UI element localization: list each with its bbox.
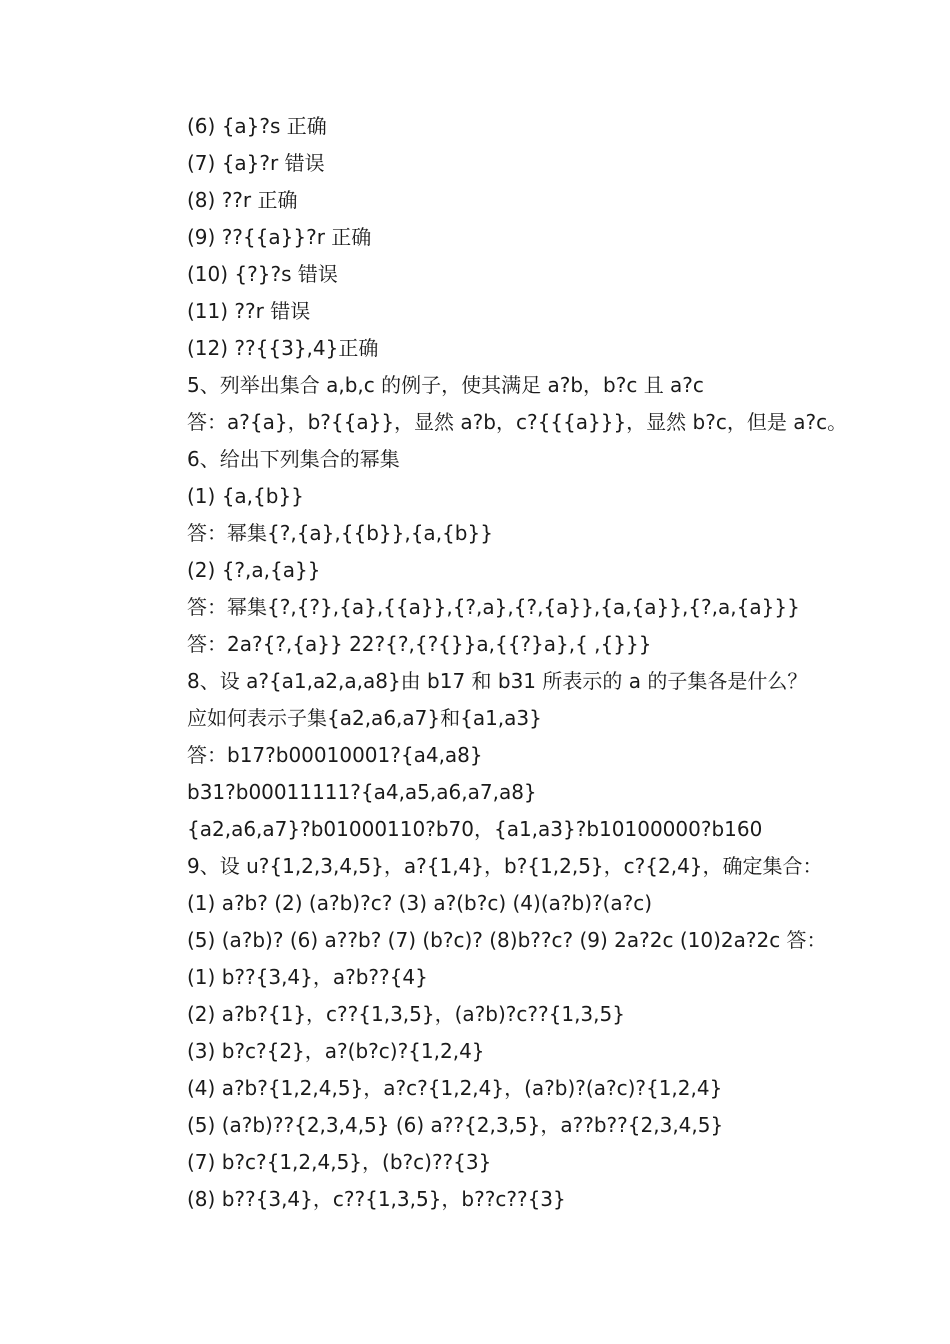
text-line: (6) {a}?s 正确 — [187, 114, 327, 138]
text-line: (7) {a}?r 错误 — [187, 151, 325, 175]
text-line: (7) b?c?{1,2,4,5}，(b?c)??{3} — [187, 1150, 492, 1174]
text-line: 答：b17?b00010001?{a4,a8} — [187, 743, 483, 767]
text-line: (9) ??{{a}}?r 正确 — [187, 225, 372, 249]
text-line: 答：幂集{?,{a},{{b}},{a,{b}} — [187, 521, 493, 545]
document-body — [187, 108, 887, 1218]
text-line: 6、给出下列集合的幂集 — [187, 447, 400, 471]
text-line: (11) ??r 错误 — [187, 299, 311, 323]
text-line: (2) {?,a,{a}} — [187, 558, 321, 582]
text-line: 答：a?{a}，b?{{a}}，显然 a?b，c?{{{a}}}，显然 b?c，但是 a?c。 — [187, 410, 848, 434]
text-line: (1) {a,{b}} — [187, 484, 304, 508]
text-line: 8、设 a?{a1,a2,a,a8}由 b17 和 b31 所表示的 a 的子集各是什么？ — [187, 669, 808, 693]
text-line: (10) {?}?s 错误 — [187, 262, 338, 286]
text-line: {a2,a6,a7}?b01000110?b70，{a1,a3}?b10100000?b160 — [187, 817, 763, 841]
text-line: (8) b??{3,4}，c??{1,3,5}，b??c??{3} — [187, 1187, 566, 1211]
text-line: (4) a?b?{1,2,4,5}，a?c?{1,2,4}，(a?b)?(a?c)?{1,2,4} — [187, 1076, 723, 1100]
text-line: 应如何表示子集{a2,a6,a7}和{a1,a3} — [187, 706, 542, 730]
text-line: 9、设 u?{1,2,3,4,5}，a?{1,4}，b?{1,2,5}，c?{2,4}，确定集合： — [187, 854, 823, 878]
text-line: (8) ??r 正确 — [187, 188, 298, 212]
text-line: (5) (a?b)??{2,3,4,5} (6) a??{2,3,5}，a??b??{2,3,4,5} — [187, 1113, 724, 1137]
text-line: (1) a?b? (2) (a?b)?c? (3) a?(b?c) (4)(a?b)?(a?c) — [187, 891, 653, 915]
text-line: 答：幂集{?,{?},{a},{{a}},{?,a},{?,{a}},{a,{a}},{?,a,{a}}} — [187, 595, 800, 619]
text-line: (5) (a?b)? (6) a??b? (7) (b?c)? (8)b??c? (9) 2a?2c (10)2a?2c 答： — [187, 928, 827, 952]
text-line: (1) b??{3,4}，a?b??{4} — [187, 965, 428, 989]
text-line: (3) b?c?{2}，a?(b?c)?{1,2,4} — [187, 1039, 485, 1063]
text-line: 5、列举出集合 a,b,c 的例子，使其满足 a?b，b?c 且 a?c — [187, 373, 704, 397]
text-line: b31?b00011111?{a4,a5,a6,a7,a8} — [187, 780, 537, 804]
text-line: (2) a?b?{1}，c??{1,3,5}，(a?b)?c??{1,3,5} — [187, 1002, 625, 1026]
text-line: 答：2a?{?,{a}} 22?{?,{?{}}a,{{?}a},{ ,{}}} — [187, 632, 652, 656]
text-line: (12) ??{{3},4}正确 — [187, 336, 379, 360]
